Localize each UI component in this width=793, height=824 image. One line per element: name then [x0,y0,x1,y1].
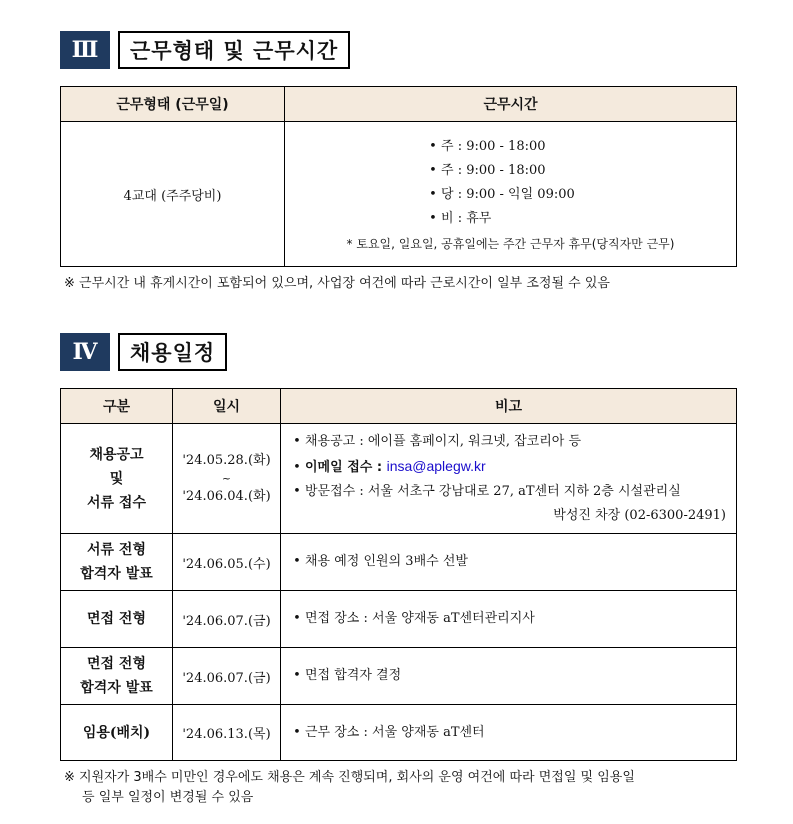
work-type-header: 근무형태 (근무일) [61,87,285,122]
category-cell: 임용(배치) [61,705,173,761]
remarks-cell [281,424,737,534]
remarks-cell: • 면접 장소 : 서울 양재동 aT센터관리지사 [281,591,737,648]
table-row [61,648,737,705]
date-header: 일시 [173,389,281,424]
work-type-cell: 4교대 (주주당비) [61,122,285,267]
schedule-table [60,388,737,761]
section3-note: ※ 근무시간 내 휴게시간이 포함되어 있으며, 사업장 여건에 따라 근로시간이 일부 조정될 수 있음 [64,276,610,291]
email-link[interactable]: insa@aplegw.kr [386,457,486,474]
category-header: 구분 [61,389,173,424]
section4-note: ※ 지원자가 3배수 미만인 경우에도 채용은 계속 진행되며, 회사의 운영 여건에 따라 면접일 및 임용일 등 일부 일정이 변경될 수 있음 [64,770,635,805]
category-cell: 면접 전형 합격자 발표 [61,648,173,705]
section3-title: 근무형태 및 근무시간 [118,31,350,69]
work-hours-table [60,86,737,267]
hours-item: • 주 : 9:00 - 18:00 [429,163,546,178]
remarks-cell: • 면접 합격자 결정 [281,648,737,705]
contact-line: 박성진 차장 (02-6300-2491) [553,507,726,523]
hours-footnote: * 토요일, 일요일, 공휴일에는 주간 근무자 휴무(당직자만 근무) [346,237,675,251]
section4-heading [60,333,227,371]
category-cell: 서류 전형 합격자 발표 [61,534,173,591]
date-cell: '24.05.28.(화) ~ '24.06.04.(화) [173,424,281,534]
work-hours-cell [285,122,737,267]
table-row [61,534,737,591]
table-row [61,705,737,761]
list-item: • 채용공고 : 에이플 홈페이지, 워크넷, 잡코리아 등 [293,433,582,449]
table-row [61,591,737,648]
date-cell: '24.06.05.(수) [173,534,281,591]
section3-number: Ⅲ [60,31,110,69]
hours-item: • 당 : 9:00 - 익일 09:00 [429,187,575,202]
list-item: • 방문접수 : 서울 서초구 강남대로 27, aT센터 지하 2층 시설관리실 [293,483,681,499]
hours-item: • 비 : 휴무 [429,211,492,226]
list-item: • 이메일 접수 : insa@aplegw.kr [293,457,486,475]
work-hours-header: 근무시간 [285,87,737,122]
date-cell: '24.06.07.(금) [173,591,281,648]
remarks-cell: • 채용 예정 인원의 3배수 선발 [281,534,737,591]
section4-number: Ⅳ [60,333,110,371]
remarks-cell: • 근무 장소 : 서울 양재동 aT센터 [281,705,737,761]
date-cell: '24.06.13.(목) [173,705,281,761]
table-row [61,424,737,534]
date-cell: '24.06.07.(금) [173,648,281,705]
category-cell: 면접 전형 [61,591,173,648]
section3-heading [60,31,350,69]
hours-item: • 주 : 9:00 - 18:00 [429,139,546,154]
category-cell: 채용공고 및 서류 접수 [61,424,173,534]
remarks-header: 비고 [281,389,737,424]
section4-title: 채용일정 [118,333,227,371]
